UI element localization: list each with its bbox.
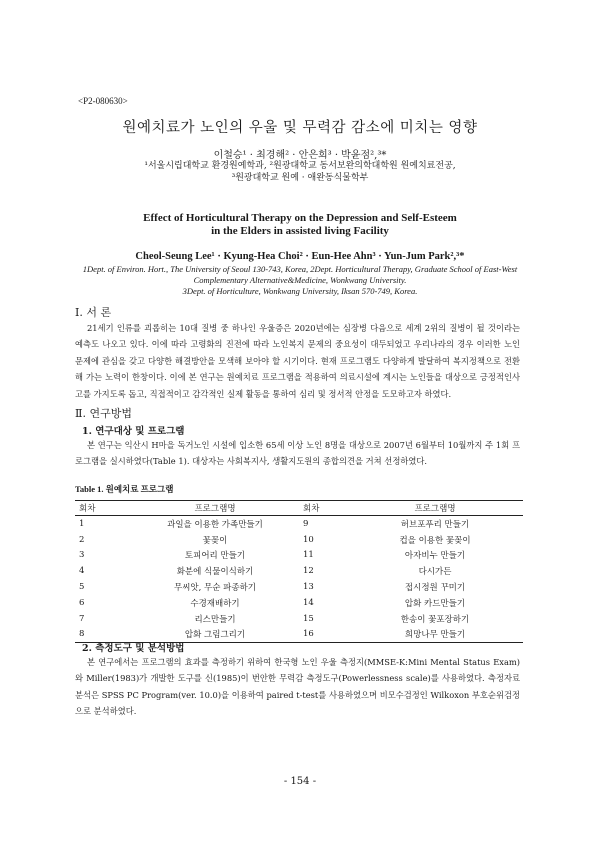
session-number: 10 [303, 534, 314, 545]
program-name: 수경재배하기 [190, 598, 240, 609]
subjects-text: 본 연구는 익산시 H마을 독거노인 시설에 입소한 65세 이상 노인 8명을 대상으로 2007년 6월부터 10월까지 주 1회 프로그램을 실시하였다(Table 1). 대상자는 사회복지사, 생활지도원의 종합의견을 거쳐 선정하였다. [75, 440, 520, 467]
column-header: 회차 [303, 501, 347, 516]
authors-english: Cheol-Seung Lee¹ · Kyung-Hea Choi² · Eun-Hee Ahn³ · Yun-Jum Park²,³* [135, 251, 465, 262]
session-number: 9 [303, 518, 309, 529]
subsection-heading-measurement: 2. 측정도구 및 분석방법 [82, 643, 185, 654]
title-line: in the Elders in assisted living Facility [211, 225, 389, 237]
section-heading-introduction: Ⅰ. 서 론 [75, 306, 112, 319]
table-row [75, 595, 523, 611]
affiliation-line: 1Dept. of Environ. Hort., The University of Seoul 130-743, Korea, 2Dept. Horticultural Therapy, Graduate School of East-West [82, 264, 518, 274]
affiliations-english [0, 264, 600, 297]
program-table [75, 500, 523, 643]
session-number: 14 [303, 597, 314, 608]
page-number: - 154 - [283, 776, 317, 787]
program-name: 꽃꽂이 [202, 535, 228, 546]
table-caption: Table 1. 원예치료 프로그램 [75, 484, 174, 494]
column-header: 프로그램명 [127, 501, 303, 516]
session-number: 5 [79, 582, 85, 593]
table-row [75, 611, 523, 627]
subsection-heading-subjects: 1. 연구대상 및 프로그램 [82, 426, 185, 437]
column-header: 프로그램명 [347, 501, 523, 516]
measurement-text: 본 연구에서는 프로그램의 효과를 측정하기 위하여 한국형 노인 우울 측정지(MMSE-K:Mini Mental Status Exam)와 Miller(1983)가 개발한 도구를 신(1985)이 번안한 무력감 측정도구(Powerlessness scale)를 사용하였다. 측정자료 분석은 SPSS PC Program(ver. 10.0)을 이용하여 paired t-test를 사용하였으며 비모수검정인 Wilkoxon 부호순위검정으로 분석하였다. [75, 657, 520, 717]
session-number: 2 [79, 534, 85, 545]
section-heading-methods: Ⅱ. 연구방법 [75, 407, 132, 420]
program-name: 희망나무 만들기 [347, 627, 523, 643]
subjects-paragraph [75, 437, 520, 470]
paper-id: <P2-080630> [78, 96, 128, 106]
column-header: 회차 [75, 501, 127, 516]
program-name: 한송이 꽃포장하기 [400, 614, 470, 625]
title-line: Effect of Horticultural Therapy on the Depression and Self-Esteem [143, 212, 457, 224]
session-number: 6 [79, 597, 85, 608]
session-number: 12 [303, 566, 314, 577]
program-name: 과일을 이용한 가족만들기 [167, 519, 263, 530]
affiliation-line: Complementary Alternative&Medicine, Wonkwang University. [193, 275, 407, 285]
affiliation-line: 3Dept. of Horticulture, Wonkwang University, Iksan 570-749, Korea. [182, 286, 418, 296]
table-row [75, 532, 523, 548]
table-row [75, 516, 523, 532]
measurement-paragraph [75, 654, 520, 720]
session-number: 13 [303, 582, 314, 593]
paper-title-korean: 원예치료가 노인의 우울 및 무력감 감소에 미치는 영향 [122, 120, 478, 136]
program-name: 다시가든 [418, 567, 452, 578]
program-name: 화분에 식물이식하기 [176, 567, 254, 578]
program-name: 리스만들기 [194, 614, 236, 625]
table-row [75, 579, 523, 595]
program-name: 압화 카드만들기 [404, 598, 466, 609]
session-number: 7 [79, 613, 85, 624]
session-number: 4 [79, 566, 85, 577]
table-row [75, 548, 523, 564]
introduction-text: 21세기 인류를 괴롭히는 10대 질병 중 하나인 우울증은 2020년에는 심장병 다음으로 세계 2위의 질병이 될 것이라는 예측도 나오고 있다. 이에 따라 고령화의 진전에 따라 노인복지 문제의 중요성이 대두되었고 우리나라의 경우 이러한 노인 문제에 관심을 갖고 다양한 해결방안을 모색해 보아야 할 시기이다. 현재 프로그램도 다양하게 발달하여 복지정책으로 전환해 가는 노력이 한창이다. 이에 본 연구는 원예치료 프로그램을 적용하여 의료시설에 계시는 노인들을 대상으로 긍정적인사고를 가지도록 돕고, 직접적이고 감각적인 실제 활동을 통하여 심리 및 정서적 안정을 도모하고자 하였다. [75, 323, 520, 399]
program-name: 토피어리 만들기 [184, 551, 246, 562]
program-name: 컵을 이용한 꽃꽂이 [399, 535, 471, 546]
introduction-paragraph [75, 320, 520, 402]
affiliation-line: ¹서울시립대학교 환경원예학과, ²원광대학교 동서보완의학대학원 원예치료전공, [144, 161, 456, 171]
program-name: 아자비누 만들기 [404, 551, 466, 562]
affiliations-korean [0, 160, 600, 184]
table-header-row [75, 501, 523, 516]
session-number: 1 [79, 518, 85, 529]
session-number: 8 [75, 627, 127, 643]
paper-title-english [0, 212, 600, 238]
program-name: 압화 그림그리기 [127, 627, 303, 643]
session-number: 3 [79, 550, 85, 561]
affiliation-line: ³원광대학교 원예 · 애완동식물학부 [231, 173, 369, 183]
table-row [75, 563, 523, 579]
program-name: 허브포푸리 만들기 [400, 519, 470, 530]
session-number: 16 [303, 627, 347, 643]
program-name: 무씨앗, 무순 파종하기 [173, 583, 256, 594]
session-number: 11 [303, 550, 314, 561]
authors-korean: 이철승¹ · 최경해² · 안은희³ · 박윤점²,³* [213, 150, 387, 161]
program-name: 접시정원 꾸미기 [404, 583, 466, 594]
session-number: 15 [303, 613, 314, 624]
